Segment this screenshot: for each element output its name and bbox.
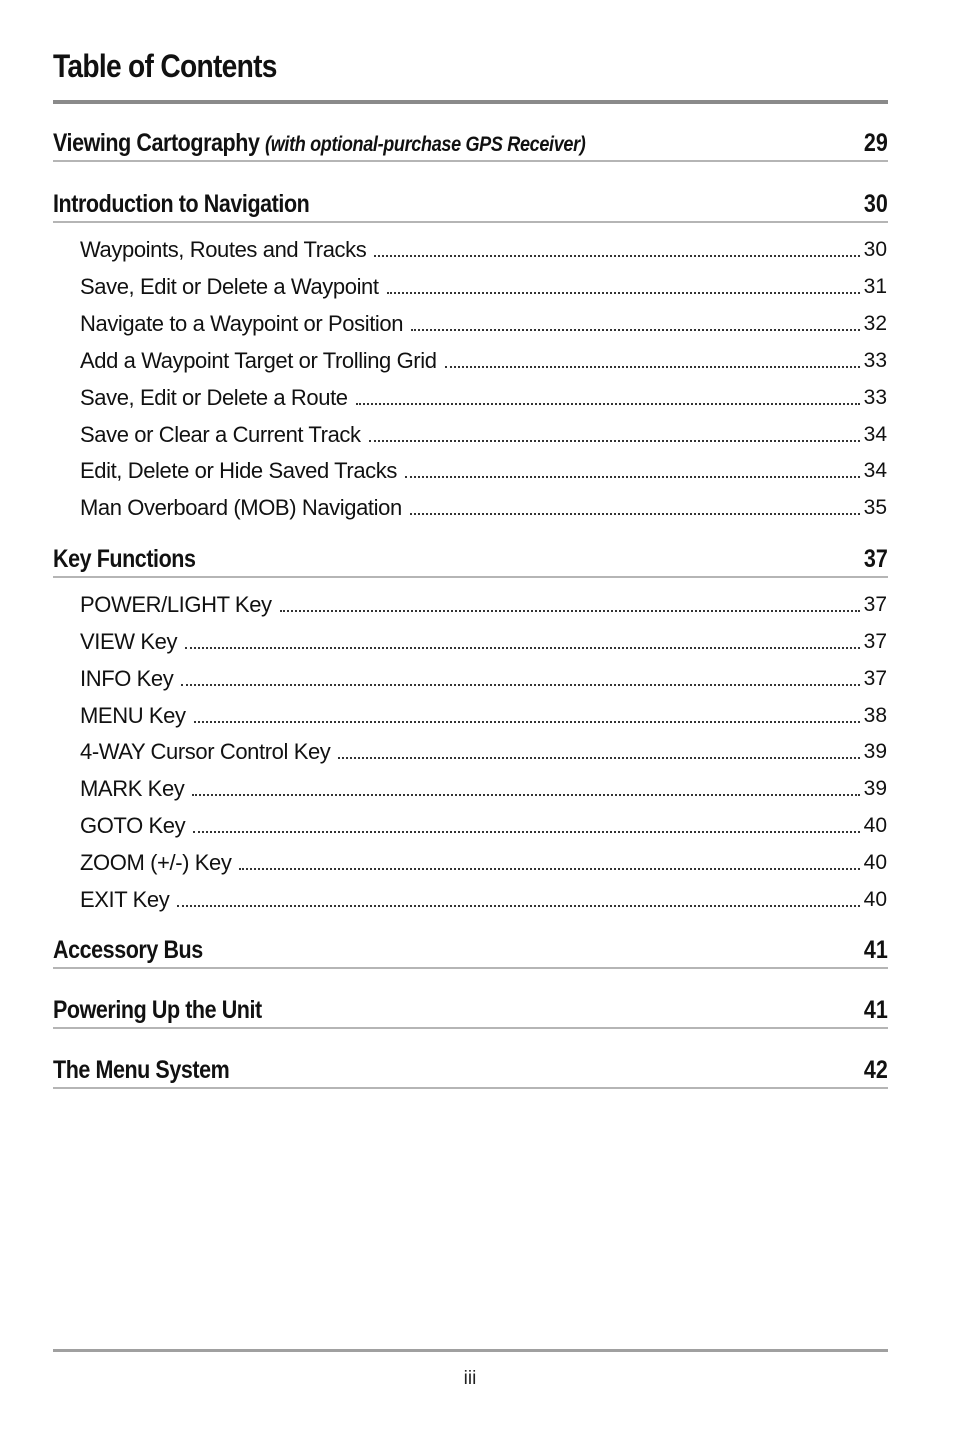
entry-page-number: 39: [863, 740, 887, 763]
entry-page-number: 37: [863, 667, 887, 690]
entry-page-number: 30: [863, 238, 887, 261]
page-title: Table of Contents: [53, 48, 277, 84]
toc-entry[interactable]: [80, 846, 887, 876]
dot-leader: [410, 513, 860, 515]
section-title: Accessory Bus: [53, 936, 203, 964]
dot-leader: [369, 440, 860, 442]
entry-label: Man Overboard (MOB) Navigation: [80, 495, 402, 520]
entry-page-number: 34: [863, 423, 887, 446]
section-subtitle: (with optional-purchase GPS Receiver): [265, 133, 586, 156]
section-page-number: 37: [864, 545, 888, 573]
entry-page-number: 35: [863, 496, 887, 519]
dot-leader: [239, 868, 859, 870]
section-page-number: 41: [864, 936, 888, 964]
entry-page-number: 33: [863, 386, 887, 409]
entry-label: Save, Edit or Delete a Route: [80, 385, 348, 410]
entry-page-number: 34: [863, 459, 887, 482]
entry-label: MENU Key: [80, 703, 186, 728]
dot-leader: [181, 684, 859, 686]
dot-leader: [177, 905, 859, 907]
section-page-number: 41: [864, 996, 888, 1024]
section-page-number: 42: [864, 1056, 888, 1084]
section-title: The Menu System: [53, 1056, 230, 1084]
toc-entry[interactable]: [80, 772, 887, 802]
entry-label: MARK Key: [80, 776, 185, 801]
toc-entry[interactable]: [80, 454, 887, 484]
entry-page-number: 37: [863, 593, 887, 616]
entry-page-number: 40: [863, 888, 887, 911]
entry-label: GOTO Key: [80, 813, 186, 838]
toc-entry[interactable]: [80, 883, 887, 913]
entry-label: Navigate to a Waypoint or Position: [80, 311, 404, 336]
toc-entry[interactable]: [80, 418, 887, 448]
toc-entry[interactable]: [80, 662, 887, 692]
section-title: Powering Up the Unit: [53, 996, 262, 1024]
entry-label: Save, Edit or Delete a Waypoint: [80, 274, 379, 299]
title-divider: [53, 100, 888, 104]
entry-label: ZOOM (+/-) Key: [80, 850, 232, 875]
dot-leader: [411, 329, 860, 331]
entry-page-number: 38: [863, 704, 887, 727]
dot-leader: [374, 255, 859, 257]
footer-divider: [53, 1349, 888, 1352]
entry-label: VIEW Key: [80, 629, 178, 654]
section-title: Introduction to Navigation: [53, 190, 310, 218]
dot-leader: [445, 366, 860, 368]
section-title: [53, 129, 585, 158]
entry-label: EXIT Key: [80, 887, 170, 912]
toc-section-viewing-cartography[interactable]: [53, 120, 888, 162]
entry-page-number: 39: [863, 777, 887, 800]
toc-section-the-menu-system[interactable]: [53, 1047, 888, 1089]
section-page-number: 30: [864, 190, 888, 218]
entry-label: Waypoints, Routes and Tracks: [80, 237, 367, 262]
toc-section-key-functions[interactable]: [53, 536, 888, 578]
toc-entry[interactable]: [80, 233, 887, 263]
entry-label: 4-WAY Cursor Control Key: [80, 739, 331, 764]
dot-leader: [193, 831, 859, 833]
dot-leader: [387, 292, 860, 294]
toc-entry[interactable]: [80, 491, 887, 521]
dot-leader: [280, 610, 860, 612]
entry-label: INFO Key: [80, 666, 174, 691]
footer-page-number: iii: [463, 1368, 477, 1389]
dot-leader: [192, 794, 859, 796]
section-title-text: Viewing Cartography: [53, 129, 260, 157]
toc-entry[interactable]: [80, 344, 887, 374]
toc-entry[interactable]: [80, 307, 887, 337]
toc-entry[interactable]: [80, 625, 887, 655]
toc-entry[interactable]: [80, 699, 887, 729]
entry-page-number: 40: [863, 851, 887, 874]
toc-section-powering-up-the-unit[interactable]: [53, 987, 888, 1029]
entry-page-number: 37: [863, 630, 887, 653]
toc-entry[interactable]: [80, 735, 887, 765]
dot-leader: [185, 647, 860, 649]
section-title: Key Functions: [53, 545, 196, 573]
toc-section-introduction-to-navigation[interactable]: [53, 181, 888, 223]
dot-leader: [338, 757, 859, 759]
toc-entry[interactable]: [80, 381, 887, 411]
dot-leader: [194, 721, 860, 723]
entry-label: Edit, Delete or Hide Saved Tracks: [80, 458, 397, 483]
section-page-number: 29: [864, 129, 888, 157]
entry-page-number: 31: [863, 275, 887, 298]
entry-label: Save or Clear a Current Track: [80, 422, 361, 447]
entry-label: Add a Waypoint Target or Trolling Grid: [80, 348, 437, 373]
dot-leader: [356, 403, 860, 405]
entry-page-number: 32: [863, 312, 887, 335]
entry-page-number: 33: [863, 349, 887, 372]
entry-label: POWER/LIGHT Key: [80, 592, 272, 617]
entry-page-number: 40: [863, 814, 887, 837]
dot-leader: [405, 476, 860, 478]
toc-section-accessory-bus[interactable]: [53, 927, 888, 969]
toc-entry[interactable]: [80, 588, 887, 618]
toc-entry[interactable]: [80, 809, 887, 839]
toc-entry[interactable]: [80, 270, 887, 300]
